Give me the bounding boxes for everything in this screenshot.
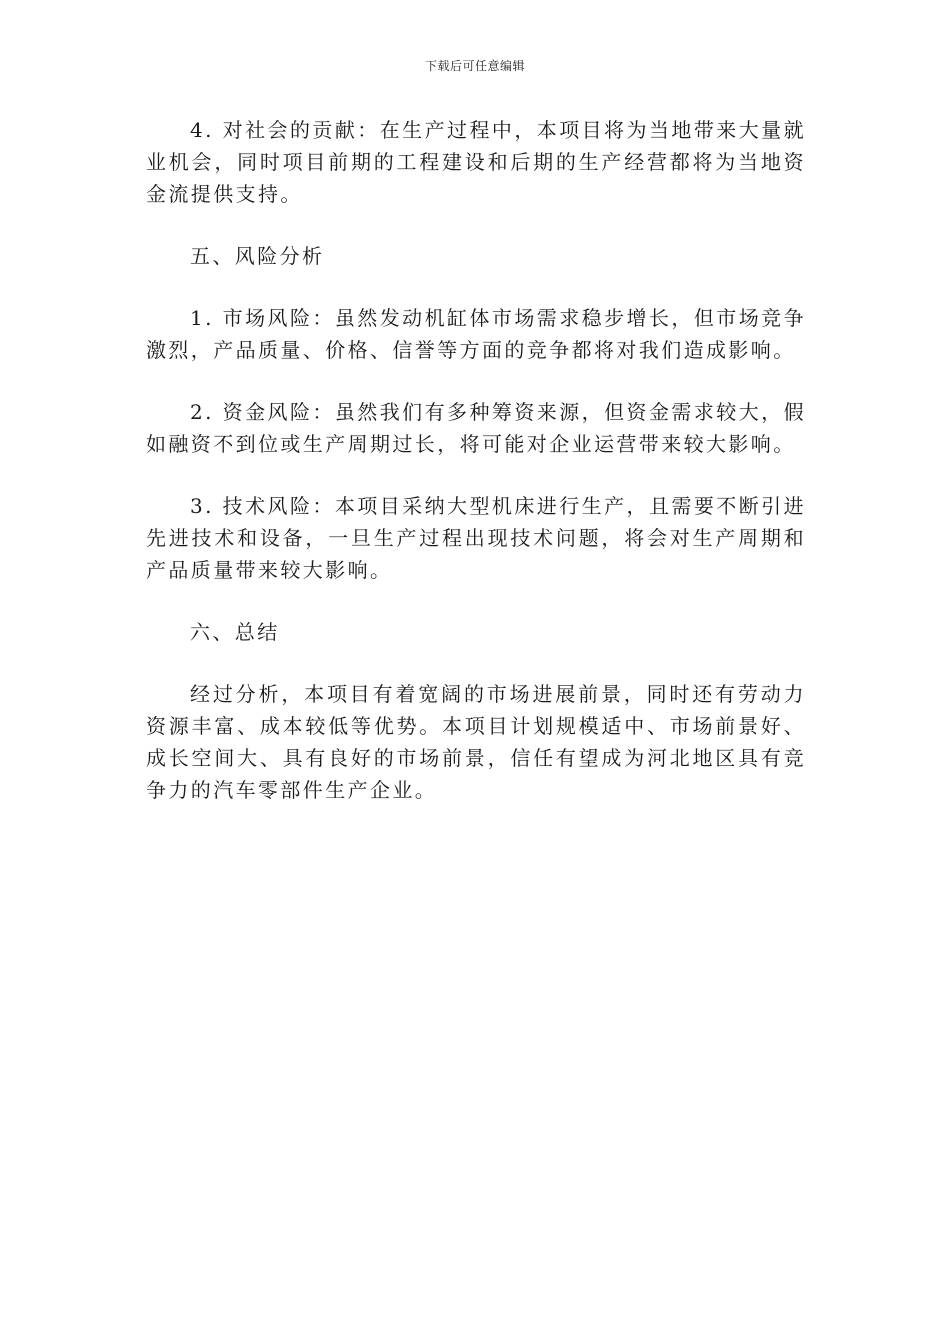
paragraph-social-contribution: 4. 对社会的贡献：在生产过程中，本项目将为当地带来大量就业机会，同时项目前期的工程建设和后期的生产经营都将为当地资金流提供支持。 bbox=[146, 118, 806, 206]
document-body bbox=[146, 114, 806, 836]
paragraph-market-risk: 1. 市场风险：虽然发动机缸体市场需求稳步增长，但市场竞争激烈，产品质量、价格、信誉等方面的竞争都将对我们造成影响。 bbox=[146, 306, 806, 362]
section-heading-risk-analysis: 五、风险分析 bbox=[190, 244, 325, 268]
page-header: 下载后可任意编辑 bbox=[424, 59, 525, 73]
paragraph-technical-risk: 3. 技术风险：本项目采纳大型机床进行生产，且需要不断引进先进技术和设备，一旦生产过程出现技术问题，将会对生产周期和产品质量带来较大影响。 bbox=[146, 494, 806, 582]
paragraph-capital-risk: 2. 资金风险：虽然我们有多种筹资来源，但资金需求较大，假如融资不到位或生产周期过长，将可能对企业运营带来较大影响。 bbox=[146, 400, 806, 456]
paragraph-summary: 经过分析，本项目有着宽阔的市场进展前景，同时还有劳动力资源丰富、成本较低等优势。本项目计划规模适中、市场前景好、成长空间大、具有良好的市场前景，信任有望成为河北地区具有竞争力的汽车零部件生产企业。 bbox=[146, 682, 806, 802]
section-heading-summary: 六、总结 bbox=[190, 620, 280, 644]
